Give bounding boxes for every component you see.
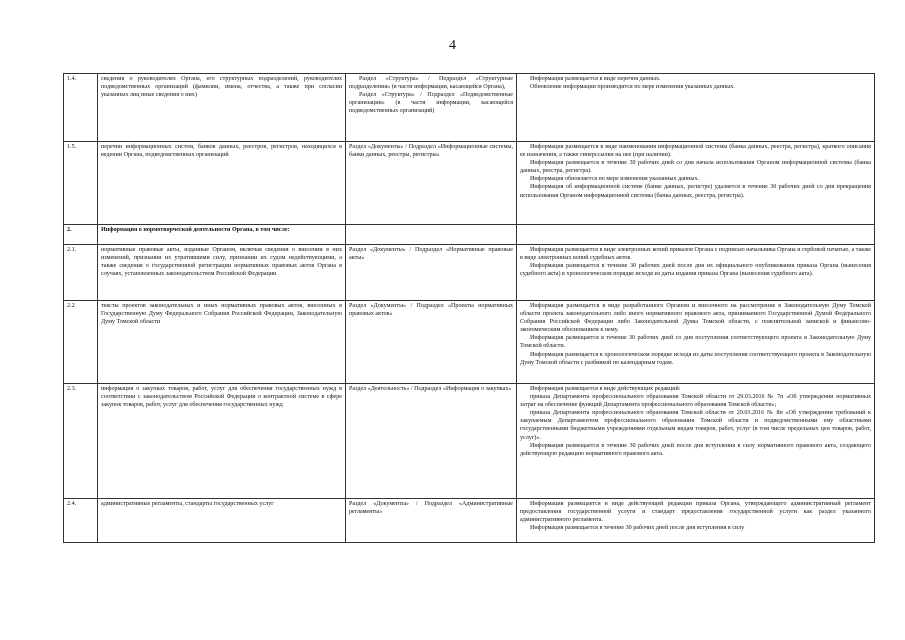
row-section xyxy=(346,301,517,384)
row-section xyxy=(346,499,517,543)
row-info xyxy=(517,225,875,245)
info-paragraph: Информация размещается в виде действующей редакции приказа Органа, утверждающего административный регламент предоставления государственной услуги и стандарт предоставления государственной услуги как раздел указанного административного регламента. xyxy=(520,501,871,524)
info-paragraph: Информация размещается в виде перечня данных. xyxy=(530,76,661,82)
section-line: Раздел «Документы» / Подраздел «Административные регламенты» xyxy=(349,501,513,516)
info-paragraph: Информация размещается в течение 30 рабочих дней после дня их официального опубликования приказа Органа (вынесения судебного акта) в хронологическом порядке исходя из даты издания приказа Органа (вынесения судебного акта). xyxy=(520,263,871,278)
table-row xyxy=(64,384,875,499)
row-info xyxy=(517,142,875,225)
row-number: 2.1. xyxy=(64,245,98,301)
info-paragraph: Информация размещается в течение 30 рабочих дней со дня поступления соответствующего проекта в Законодательную Думу Томской области. xyxy=(520,335,871,350)
row-content: административные регламенты, стандарты государственных услуг xyxy=(98,499,346,543)
info-paragraph: Информация размещается в виде электронных копий приказов Органа с подписью начальника Органа и гербовой печатью, а также в виде электронных копий судебных актов. xyxy=(520,247,871,262)
row-section xyxy=(346,225,517,245)
row-number: 2.2 xyxy=(64,301,98,384)
info-paragraph: Информация обновляется по мере изменения указанных данных. xyxy=(530,176,700,183)
info-paragraph: Информация размещается в виде действующих редакций: xyxy=(530,386,681,392)
row-info xyxy=(517,384,875,499)
row-content: нормативные правовые акты, изданные Органом, включая сведения о внесении в них изменений, признании их утратившими силу, признании их судом недействующими, а также сведения о государственной регистрации нормативных правовых актов Органа в случаях, установленных законодательством Российской Федерации xyxy=(98,245,346,301)
info-paragraph: Информация размещается в виде разработанного Органом и внесенного на рассмотрение в Законодательную Думу Томской области проекта законодательного либо иного нормативного правового акта, принимаемого Государственной Думой Федерального Собрания Российской Федерации либо Законодательной Думы Томской области, с пояснительной запиской и финансово-экономическим обоснованием к нему. xyxy=(520,303,871,334)
info-paragraph: Информация размещается в виде наименования информационной системы (банка данных, реестра, регистра), краткого описания ее назначения, а также гиперссылки на нее (при наличии). xyxy=(520,144,871,159)
row-number: 2.4. xyxy=(64,499,98,543)
row-info xyxy=(517,74,875,142)
info-paragraph: приказа Департамента профессионального образования Томской области от 29.03.2016 № 8п «Об утверждении требований к закупаемым Департаментом профессионального образования Томской области и подведомственными ему областными государственными бюджетными учреждениями отдельным видам товаров, работ, услуг (в том числе предельных цен товаров, работ, услуг)». xyxy=(520,410,871,441)
row-number: 1.4. xyxy=(64,74,98,142)
row-section xyxy=(346,245,517,301)
row-content: тексты проектов законодательных и иных нормативных правовых актов, внесенных в Государственную Думу Федерального Собрания Российской Федерации, Законодательную Думу Томской области xyxy=(98,301,346,384)
section-line: Раздел «Структура» / Подраздел «Подведомственные организации» (в части информации, касающейся подведомственных организаций) xyxy=(349,92,513,115)
row-section xyxy=(346,384,517,499)
row-section xyxy=(346,74,517,142)
row-content: информация о закупках товаров, работ, услуг для обеспечения государственных нужд в соответствии с законодательством Российской Федерации о контрактной системе в сфере закупок товаров, работ, услуг для обеспечения государственных нужд xyxy=(98,384,346,499)
section-line: Раздел «Документы» / Подраздел «Проекты нормативных правовых актов» xyxy=(349,303,513,318)
section-line: Раздел «Структура» / Подраздел «Структурные подразделения» (в части информации, касающейся Органа), xyxy=(349,76,513,91)
page-number: 4 xyxy=(449,38,456,53)
row-info xyxy=(517,245,875,301)
row-section xyxy=(346,142,517,225)
info-paragraph: приказа Департамента профессионального образования Томской области от 29.03.2016 № 7п «Об утверждении нормативных затрат на обеспечение функций Департамента профессионального образования Томской области»; xyxy=(520,394,871,409)
table-row xyxy=(64,301,875,384)
section-line: Раздел «Деятельность» / Подраздел «Информация о закупках» xyxy=(349,386,512,392)
row-content: перечни информационных систем, банков данных, реестров, регистров, находящихся в ведении Органа, подведомственных организаций xyxy=(98,142,346,225)
table-row xyxy=(64,74,875,142)
row-info xyxy=(517,499,875,543)
row-number: 2. xyxy=(64,225,98,245)
info-table xyxy=(63,73,875,543)
table-row xyxy=(64,142,875,225)
row-number: 2.3. xyxy=(64,384,98,499)
table-row xyxy=(64,245,875,301)
info-paragraph: Информация размещается в течение 30 рабочих дней после дня вступления в силу xyxy=(530,525,745,532)
row-content: сведения о руководителях Органа, его структурных подразделений, руководителях подведомственных организаций (фамилии, имена, отчества, а также при согласии указанных лиц иные сведения о них) xyxy=(98,74,346,142)
table-row xyxy=(64,225,875,245)
table-row xyxy=(64,499,875,543)
info-paragraph: Обновление информации производится по мере изменения указанных данных. xyxy=(530,84,735,91)
info-paragraph: Информация об информационной системе (банке данных, регистре) удаляется в течение 30 рабочих дней со дня прекращения использования Органом информационной системы (банка данных, реестра, регистра). xyxy=(520,184,871,199)
info-paragraph: Информация размещается в хронологическом порядке исходя из даты поступления соответствующего проекта в Законодательную Думу Томской области с разбивкой по календарным годам. xyxy=(520,351,871,366)
row-info xyxy=(517,301,875,384)
section-line: Раздел «Документы» / Подраздел «Нормативные правовые акты» xyxy=(349,247,513,262)
row-content: Информация о нормотворческой деятельности Органа, в том числе: xyxy=(98,225,346,245)
row-number: 1.5. xyxy=(64,142,98,225)
section-line: Раздел «Документы» / Подраздел «Информационные системы, банки данных, реестры, регистры» xyxy=(349,144,513,159)
info-paragraph: Информация размещается в течение 30 рабочих дней после дня вступления в силу нормативного правового акта, создающего действующую редакцию нормативного правового акта. xyxy=(520,442,871,457)
info-paragraph: Информация размещается в течение 30 рабочих дней со дня начала использования Органом информационной системы (банка данных, реестра, регистра). xyxy=(520,160,871,175)
